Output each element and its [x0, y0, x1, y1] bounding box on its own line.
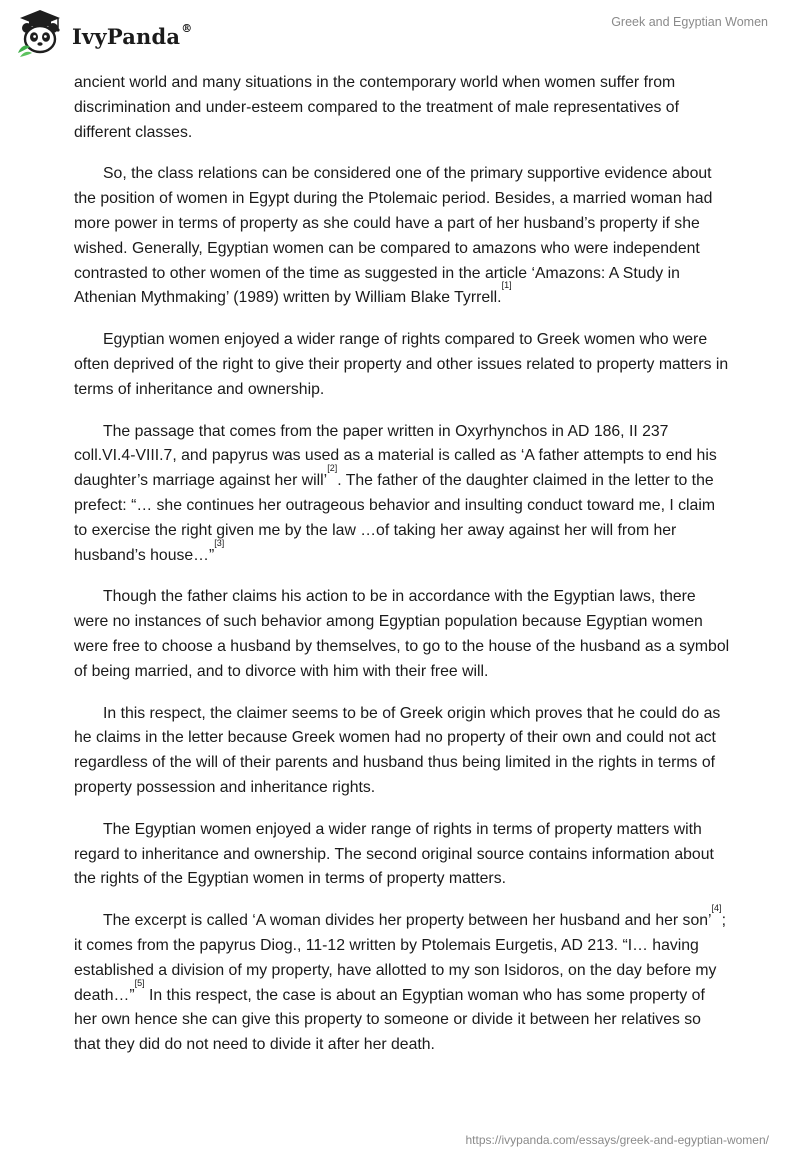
- paragraph: [74, 585, 730, 684]
- paragraph: [74, 818, 730, 892]
- paragraph-text: ancient world and many situations in the contemporary world when women suffer from discrimination and under-esteem compared to the treatment of male representatives of different classes.: [74, 74, 679, 141]
- source-url[interactable]: https://ivypanda.com/essays/greek-and-egyptian-women/: [465, 1133, 769, 1147]
- footnote-ref[interactable]: [1]: [501, 280, 512, 291]
- essay-body: [74, 71, 730, 1075]
- paragraph-text: ; it comes from the papyrus Diog., 11-12 written by Ptolemais Eurgetis, AD 213. “I… having established a division of my property, have allotted to my son Isidoros, on the day before my death…”: [74, 912, 726, 1004]
- logo-wordmark: IvyPanda®: [72, 21, 193, 49]
- paragraph-text: So, the class relations can be considered one of the primary supportive evidence about the position of women in Egypt during the Ptolemaic period. Besides, a married woman had more power in terms of property as she could have a part of her husband’s property if she wished. Generally, Egyptian women can be compared to amazons who were independent contrasted to other women of the time as suggested in the article ‘Amazons: A Study in Athenian Mythmaking’ (1989) written by William Blake Tyrrell.: [74, 165, 713, 307]
- footnote-ref[interactable]: [4]: [711, 903, 722, 914]
- paragraph: [74, 420, 730, 569]
- footnote-ref[interactable]: [3]: [214, 537, 225, 548]
- footnote-ref[interactable]: [5]: [134, 977, 145, 988]
- paragraph-text: The passage that comes from the paper written in Oxyrhynchos in AD 186, II 237 coll.VI.4-VIII.7, and papyrus was used as a material is called as ‘A father attempts to end his daughter’s marriage against her will’: [74, 422, 717, 490]
- paragraph-text: Though the father claims his action to be in accordance with the Egyptian laws, there were no instances of such behavior among Egyptian population because Egyptian women were free to choose a husband by themselves, to go to the house of the husband as a symbol of being married, and to divorce with him with their free will.: [74, 588, 730, 680]
- paragraph: [74, 162, 730, 311]
- panda-graduate-icon: [14, 7, 66, 59]
- footnote-ref[interactable]: [2]: [327, 463, 338, 474]
- ivypanda-logo[interactable]: [14, 7, 192, 59]
- paragraph-text: In this respect, the case is about an Egyptian woman who has some property of her own hence she can give this property to someone or divide it between her relatives so that they did do not need to divide it after her death.: [74, 986, 705, 1054]
- paragraph-text: In this respect, the claimer seems to be of Greek origin which proves that he could do as he claims in the letter because Greek women had no property of their own and could not act regardless of the will of their parents and husband thus being limited in the rights in terms of property possession and inheritance rights.: [74, 704, 721, 796]
- paragraph: [74, 702, 730, 801]
- paragraph: [74, 71, 730, 145]
- paragraph-text: The excerpt is called ‘A woman divides her property between her husband and her son’: [103, 912, 712, 930]
- paragraph-text: Egyptian women enjoyed a wider range of rights compared to Greek women who were often deprived of the right to give their property and other issues related to property matters in terms of inheritance and ownership.: [74, 331, 729, 398]
- paragraph-text: The Egyptian women enjoyed a wider range of rights in terms of property matters with regard to inheritance and ownership. The second original source contains information about the rights of the Egyptian women in terms of property matters.: [74, 820, 714, 888]
- paragraph: [74, 328, 730, 402]
- document-title: Greek and Egyptian Women: [611, 15, 768, 29]
- paragraph-text: . The father of the daughter claimed in the letter to the prefect: “… she continues her outrageous behavior and insulting conduct toward me, I claim to exercise the right given me by the law …of taking her away against her will from her husband’s house…”: [74, 472, 716, 564]
- paragraph: [74, 903, 730, 1058]
- page-header: [0, 0, 800, 70]
